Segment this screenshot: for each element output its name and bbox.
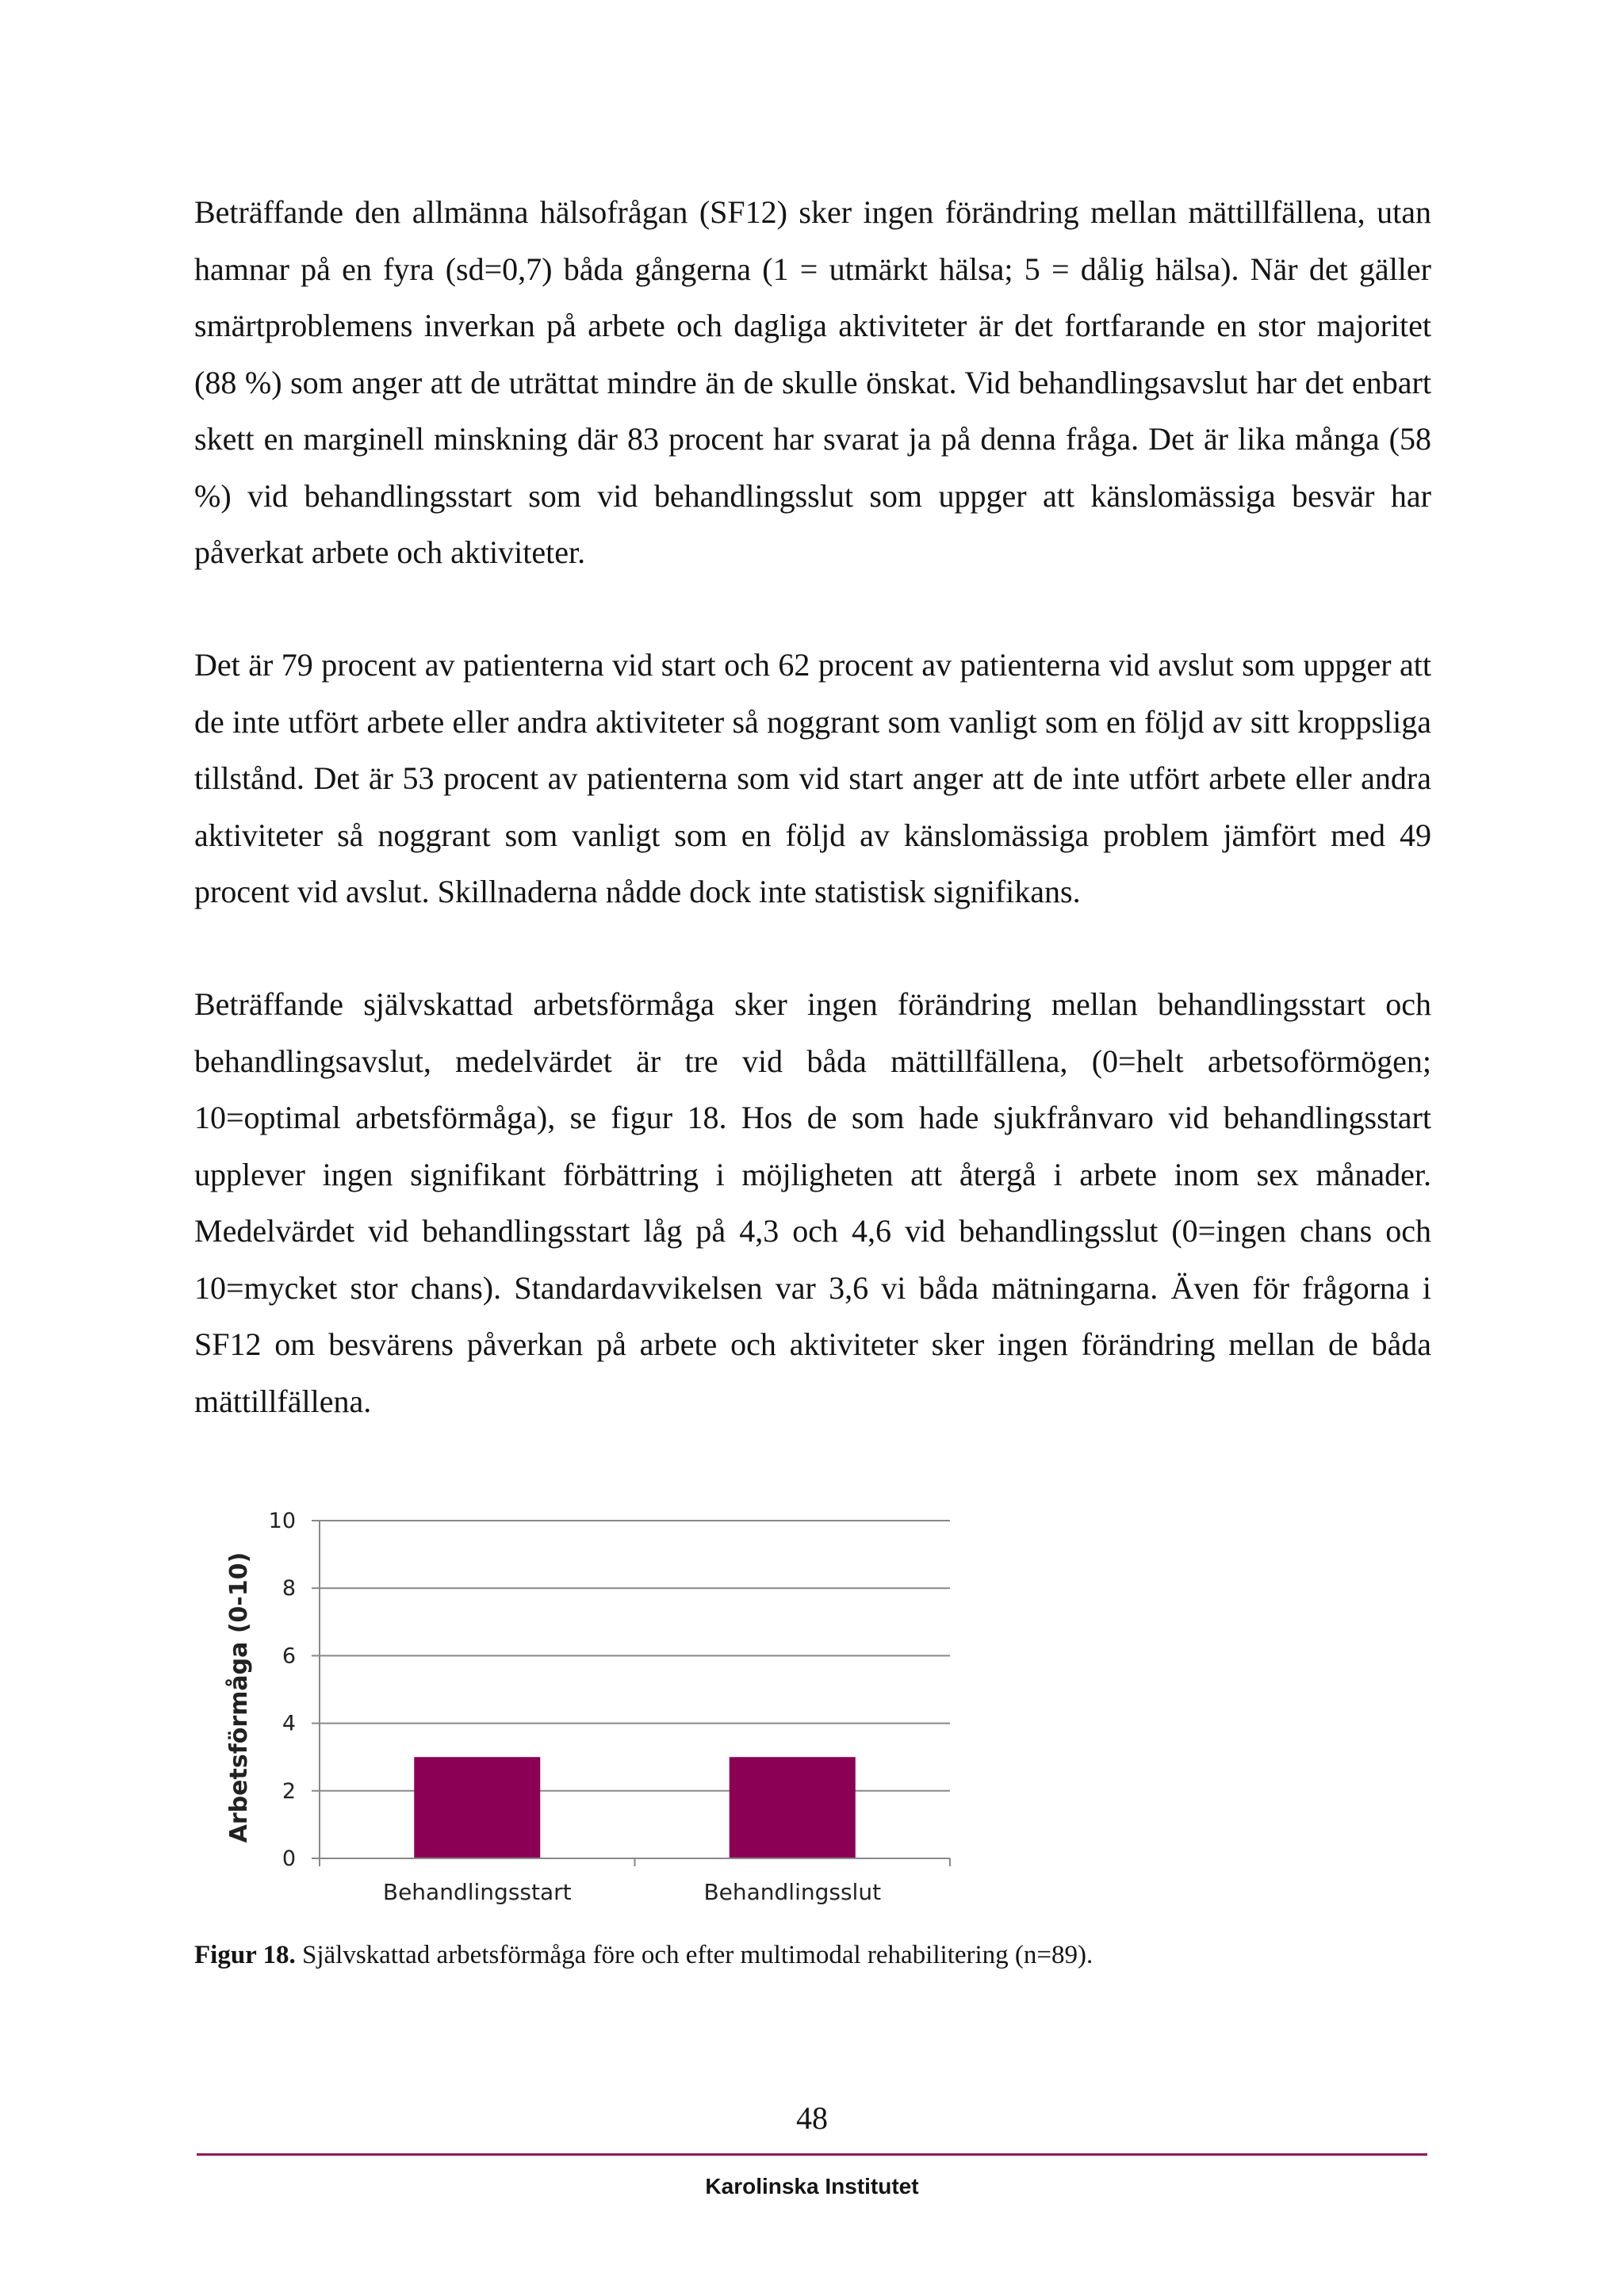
x-category-label: Behandlingsstart xyxy=(382,1879,572,1905)
paragraph-sf12-general-health: Beträffande den allmänna hälsofrågan (SF12) sker ingen förändring mellan mättillfällena, utan hamnar på en fyra (sd=0,7) båda gångerna (1 = utmärkt hälsa; 5 = dålig hälsa). När det gäller smärtproblemens inverkan på arbete och dagliga aktiviteter är det fortfarande en stor majoritet (88 %) som anger att de uträttat mindre än de skulle önskat. Vid behandlingsavslut har det enbart skett en marginell minskning där 83 procent har svarat ja på denna fråga. Det är lika många (58 %) vid behandlingsstart som vid behandlingsslut som uppger att känslomässiga besvär har påverkat arbete och aktiviteter. xyxy=(194,194,1431,570)
y-tick-label: 4 xyxy=(282,1711,296,1736)
chart-svg xyxy=(182,1490,975,1919)
bar-behandlingsstart xyxy=(414,1757,540,1858)
footer-divider xyxy=(197,2153,1427,2156)
y-tick-label: 8 xyxy=(282,1576,296,1601)
y-tick-label: 0 xyxy=(282,1846,296,1871)
bar-behandlingsslut xyxy=(730,1757,856,1858)
paragraph-work-activities: Det är 79 procent av patienterna vid start och 62 procent av patienterna vid avslut som uppger att de inte utfört arbete eller andra aktiviteter så noggrant som vanligt som en följd av sitt kroppsliga tillstånd. Det är 53 procent av patienterna som vid start anger att de inte utfört arbete eller andra aktiviteter så noggrant som vanligt som en följd av känslomässiga problem jämfört med 49 procent vid avslut. Skillnaderna nådde dock inte statistisk signifikans. xyxy=(194,647,1431,909)
y-axis-label: Arbetsförmåga (0-10) xyxy=(225,1552,253,1843)
x-category-label: Behandlingsslut xyxy=(703,1879,882,1905)
page-number: 48 xyxy=(796,2100,828,2136)
y-tick-label: 6 xyxy=(282,1644,296,1669)
caption-text: Självskattad arbetsförmåga före och efter multimodal rehabilitering (n=89). xyxy=(295,1941,1094,1969)
footer-institution: Karolinska Institutet xyxy=(705,2174,919,2198)
paragraph-self-rated-work-ability: Beträffande självskattad arbetsförmåga sker ingen förändring mellan behandlingsstart och behandlingsavslut, medelvärdet är tre vid båda mättillfällena, (0=helt arbetsoförmögen; 10=optimal arbetsförmåga), se figur 18. Hos de som hade sjukfrånvaro vid behandlingsstart upplever ingen signifikant förbättring i möjligheten att återgå i arbete inom sex månader. Medelvärdet vid behandlingsstart låg på 4,3 och 4,6 vid behandlingsslut (0=ingen chans och 10=mycket stor chans). Standardavvikelsen var 3,6 vi båda mätningarna. Även för frågorna i SF12 om besvärens påverkan på arbete och aktiviteter sker ingen förändring mellan de båda mättillfällena. xyxy=(194,986,1431,1419)
figure-caption xyxy=(194,1941,1431,1970)
caption-label: Figur 18. xyxy=(194,1941,296,1969)
y-tick-label: 10 xyxy=(268,1509,296,1533)
y-tick-label: 2 xyxy=(282,1778,296,1804)
figure-18-bar-chart xyxy=(182,1490,975,1919)
